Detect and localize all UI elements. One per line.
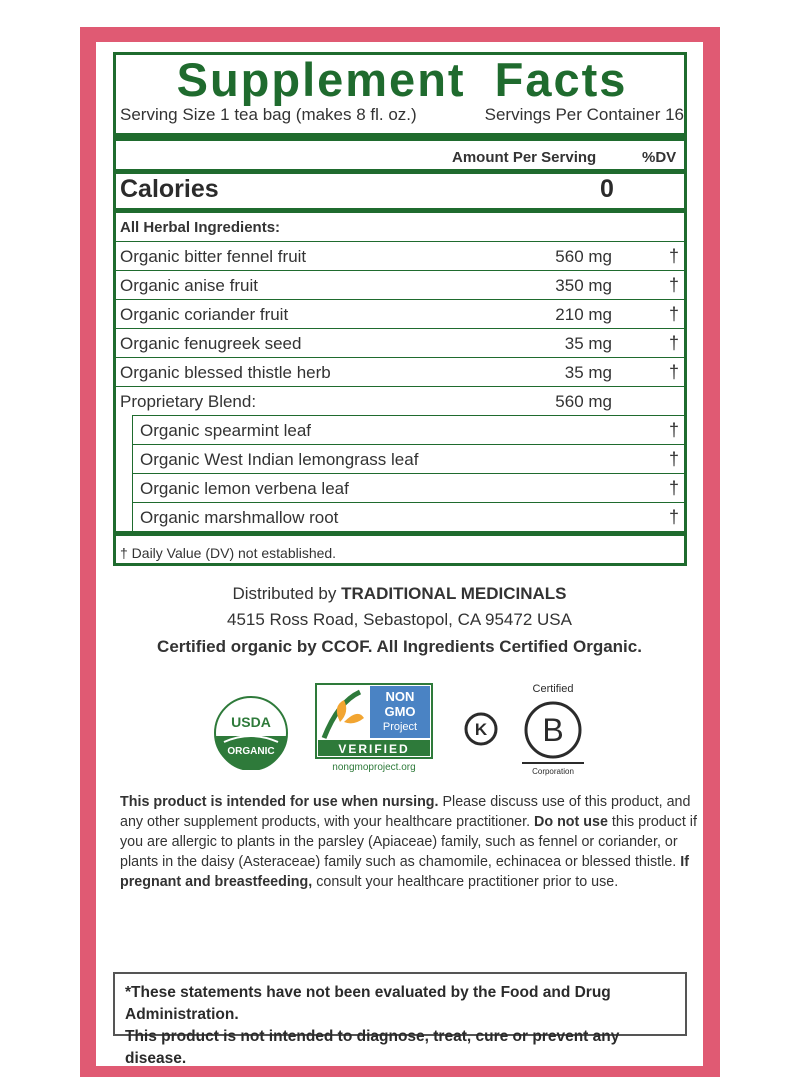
warning-bold-1: This product is intended for use when nursing. bbox=[120, 794, 439, 810]
ingredient-dv: † bbox=[669, 507, 680, 527]
bcorp-top-text: Certified bbox=[532, 683, 574, 695]
calories-label: Calories bbox=[120, 175, 219, 203]
ingredient-name: Organic West Indian lemongrass leaf bbox=[140, 450, 419, 469]
ingredient-name: Organic coriander fruit bbox=[120, 305, 289, 324]
blend-ingredient-row bbox=[132, 444, 684, 473]
calories-divider bbox=[116, 208, 684, 213]
bcorp-letter: B bbox=[542, 712, 564, 748]
distributor-address: 4515 Ross Road, Sebastopol, CA 95472 USA bbox=[227, 610, 572, 629]
thick-divider bbox=[116, 133, 684, 141]
fda-line-2: This product is not intended to diagnose, treat, cure or prevent any disease. bbox=[125, 1028, 620, 1067]
ingredient-name: Proprietary Blend: bbox=[120, 392, 257, 411]
distributor-prefix: Distributed by bbox=[232, 584, 342, 603]
nongmo-url: nongmoproject.org bbox=[332, 762, 416, 773]
nongmo-line-1: NON bbox=[385, 689, 415, 704]
ingredient-row bbox=[116, 357, 684, 386]
kosher-letter: K bbox=[474, 720, 488, 739]
usda-organic-seal bbox=[214, 696, 288, 770]
warning-text-1: Please discuss use of this product, and any other supplement products, with your healthcare practitioner. bbox=[120, 794, 691, 830]
ingredient-name: Organic blessed thistle herb bbox=[120, 363, 331, 382]
ingredient-name: Organic lemon verbena leaf bbox=[140, 479, 349, 498]
ingredient-amount: 35 mg bbox=[564, 363, 612, 382]
serving-line bbox=[120, 105, 684, 125]
ingredient-dv: † bbox=[669, 449, 680, 469]
ingredient-name: Organic bitter fennel fruit bbox=[120, 247, 307, 266]
ingredient-dv: † bbox=[669, 478, 680, 498]
ingredient-row bbox=[116, 241, 684, 270]
warning-bold-2: Do not use bbox=[534, 814, 608, 830]
ingredient-name: Organic spearmint leaf bbox=[140, 421, 312, 440]
distributor-name: TRADITIONAL MEDICINALS bbox=[341, 584, 567, 603]
ingredient-name: Organic fenugreek seed bbox=[120, 334, 302, 353]
proprietary-blend-row bbox=[116, 386, 684, 415]
ingredient-name: Organic marshmallow root bbox=[140, 508, 339, 527]
ingredient-dv: † bbox=[669, 362, 680, 382]
nongmo-verified: VERIFIED bbox=[338, 742, 410, 756]
nursing-warning bbox=[120, 792, 700, 892]
supplement-facts-panel bbox=[113, 52, 687, 566]
ingredient-amount: 350 mg bbox=[555, 276, 612, 295]
servings-per-container: Servings Per Container 16 bbox=[484, 105, 684, 124]
dv-footnote: † Daily Value (DV) not established. bbox=[120, 545, 337, 561]
serving-size: Serving Size 1 tea bag (makes 8 fl. oz.) bbox=[120, 105, 417, 124]
ingredient-row bbox=[116, 328, 684, 357]
ingredient-amount: 35 mg bbox=[564, 334, 612, 353]
fda-disclaimer-box bbox=[113, 972, 687, 1067]
calories-value: 0 bbox=[600, 175, 614, 203]
non-gmo-project-logo bbox=[314, 682, 438, 774]
ingredient-amount: 560 mg bbox=[555, 247, 612, 266]
ingredient-dv: † bbox=[669, 420, 680, 440]
ingredient-dv: † bbox=[669, 333, 680, 353]
ingredient-row bbox=[116, 270, 684, 299]
ingredient-dv: † bbox=[669, 246, 680, 266]
nongmo-line-2: GMO bbox=[384, 704, 416, 719]
warning-text-3: consult your healthcare practitioner prior to use. bbox=[312, 874, 619, 890]
usda-top-text: USDA bbox=[231, 714, 271, 730]
ingredient-amount: 210 mg bbox=[555, 305, 612, 324]
header-divider bbox=[116, 169, 684, 174]
section-header: All Herbal Ingredients: bbox=[120, 219, 281, 236]
facts-title: Supplement Facts bbox=[176, 53, 628, 106]
ingredient-dv: † bbox=[669, 275, 680, 295]
b-corp-logo bbox=[508, 680, 598, 776]
ingredient-row bbox=[116, 299, 684, 328]
ingredient-name: Organic anise fruit bbox=[120, 276, 258, 295]
distributor-line bbox=[96, 584, 703, 604]
ingredient-amount: 560 mg bbox=[555, 392, 612, 411]
blend-ingredient-row bbox=[132, 473, 684, 502]
bcorp-bottom-text: Corporation bbox=[532, 767, 574, 776]
ingredient-dv: † bbox=[669, 304, 680, 324]
warning-text-2: this product if you are allergic to plants in the parsley (Apiaceae) family, such as fennel or coriander, or plants in the daisy (Asteraceae) family such as chamomile, echinacea or blessed thistle. bbox=[120, 814, 697, 870]
usda-bottom-text: ORGANIC bbox=[227, 746, 275, 757]
nongmo-line-3: Project bbox=[382, 721, 418, 733]
blend-ingredient-row bbox=[132, 415, 684, 444]
header-dv: %DV bbox=[642, 149, 677, 166]
kosher-symbol bbox=[464, 712, 498, 746]
organic-certification: Certified organic by CCOF. All Ingredients Certified Organic. bbox=[157, 637, 642, 656]
warning-bold-3: If pregnant and breastfeeding, bbox=[120, 854, 689, 890]
certification-logos bbox=[96, 680, 703, 780]
fda-line-1: *These statements have not been evaluated by the Food and Drug Administration. bbox=[125, 984, 611, 1023]
header-amount: Amount Per Serving bbox=[452, 149, 597, 166]
blend-ingredient-row bbox=[132, 502, 684, 531]
footnote-divider bbox=[116, 531, 684, 536]
